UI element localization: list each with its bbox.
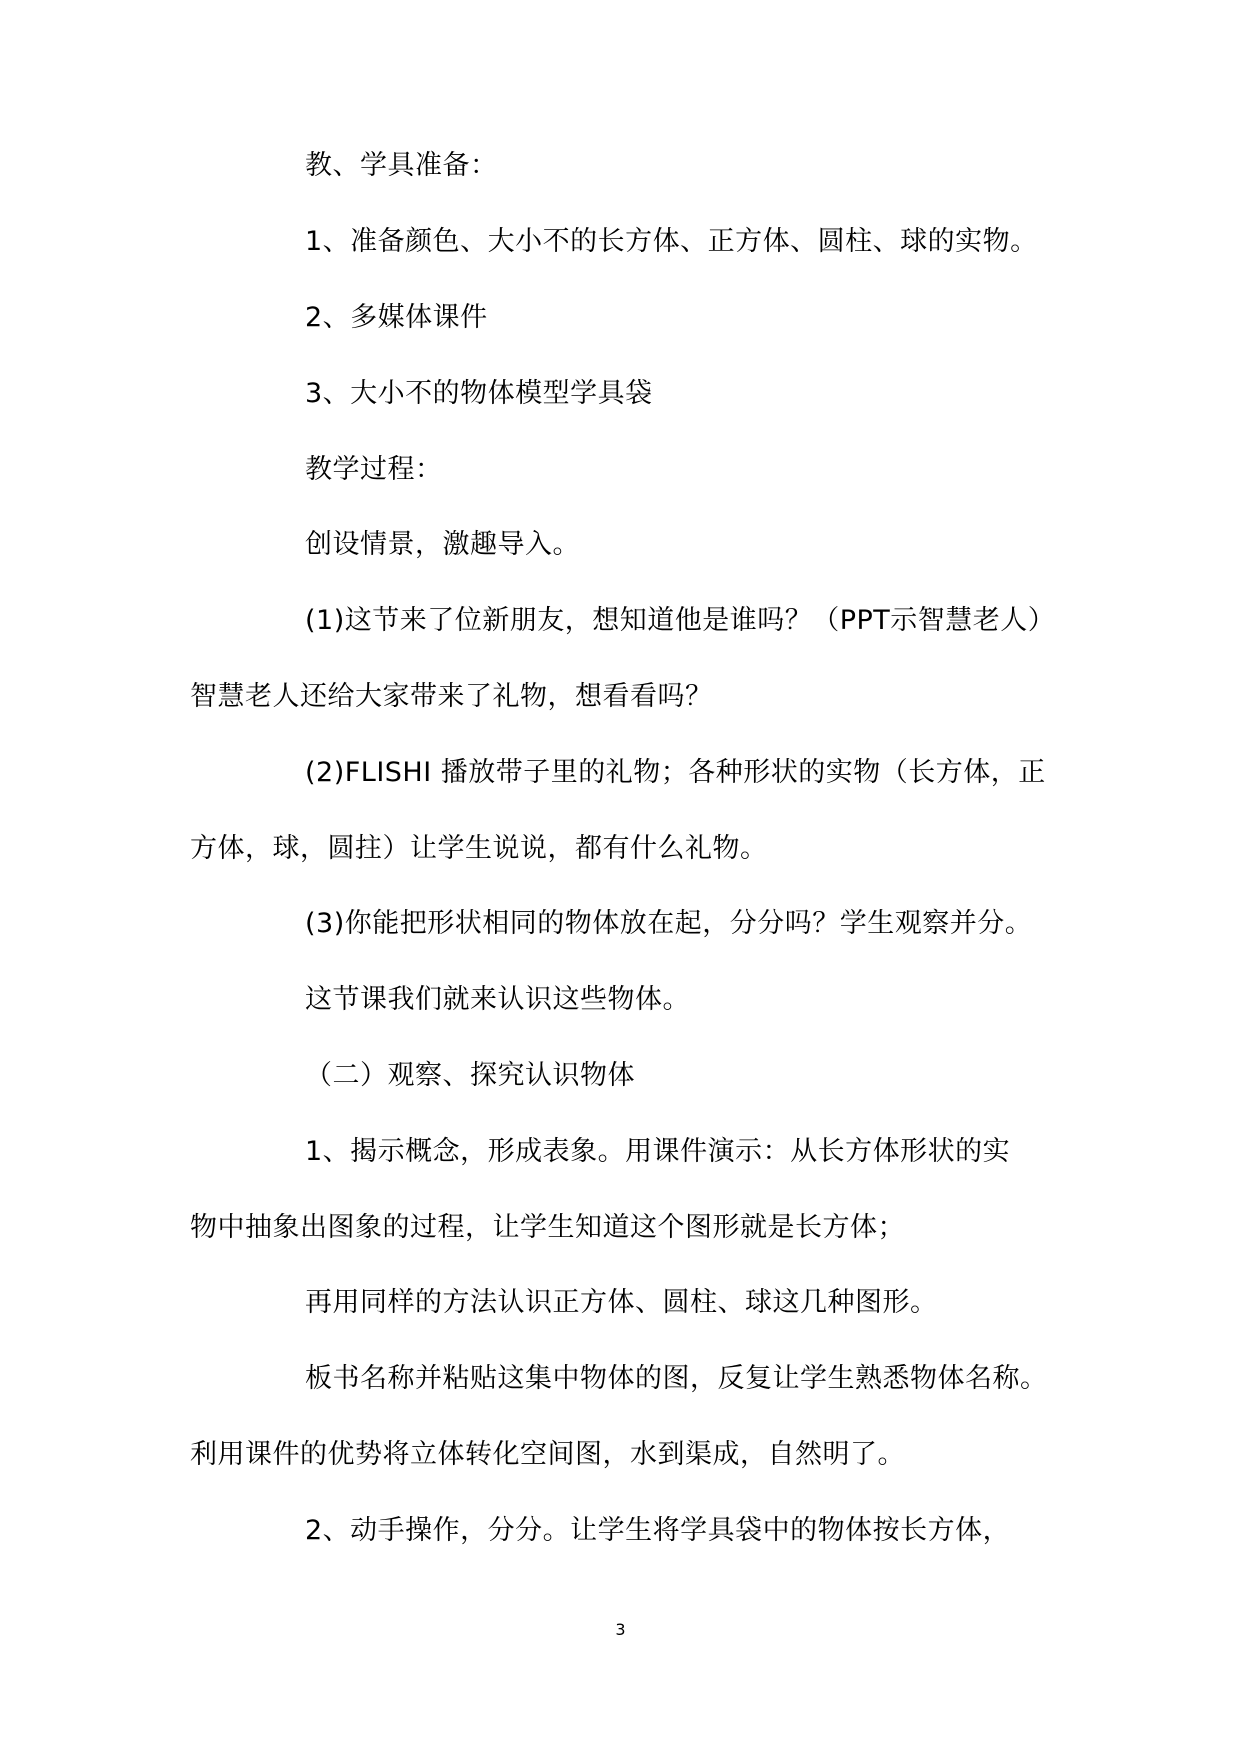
paragraph-line: 利用课件的优势将立体转化空间图，水到渠成，自然明了。 [190, 1439, 905, 1470]
paragraph-line: 1、准备颜色、大小不的长方体、正方体、圆柱、球的实物。 [305, 226, 1038, 257]
paragraph-line: (3)你能把形状相同的物体放在起，分分吗？学生观察并分。 [305, 908, 1033, 939]
paragraph-line: 创设情景，激趣导入。 [305, 529, 580, 560]
page-number: 3 [615, 1620, 626, 1639]
paragraph-line: 2、多媒体课件 [305, 302, 488, 333]
paragraph-line: 板书名称并粘贴这集中物体的图，反复让学生熟悉物体名称。 [305, 1363, 1048, 1394]
paragraph-line: 2、动手操作，分分。让学生将学具袋中的物体按长方体， [305, 1515, 1011, 1546]
paragraph-line: 方体，球，圆拄）让学生说说，都有什么礼物。 [190, 833, 768, 864]
paragraph-line: 智慧老人还给大家带来了礼物，想看看吗？ [190, 681, 713, 712]
section-heading: （二）观察、探究认识物体 [305, 1060, 635, 1091]
paragraph-line: 这节课我们就来认识这些物体。 [305, 984, 690, 1015]
paragraph-line: 教、学具准备： [305, 150, 498, 181]
paragraph-line: (2)FLISHI 播放带子里的礼物；各种形状的实物（长方体，正 [305, 757, 1046, 788]
paragraph-line: (1)这节来了位新朋友，想知道他是谁吗？（PPT示智慧老人） [305, 605, 1056, 636]
paragraph-line: 再用同样的方法认识正方体、圆柱、球这几种图形。 [305, 1287, 938, 1318]
paragraph-line: 3、大小不的物体模型学具袋 [305, 378, 653, 409]
paragraph-line: 物中抽象出图象的过程，让学生知道这个图形就是长方体； [190, 1212, 905, 1243]
paragraph-line: 1、揭示概念，形成表象。用课件演示：从长方体形状的实 [305, 1136, 1011, 1167]
paragraph-line: 教学过程： [305, 454, 443, 485]
